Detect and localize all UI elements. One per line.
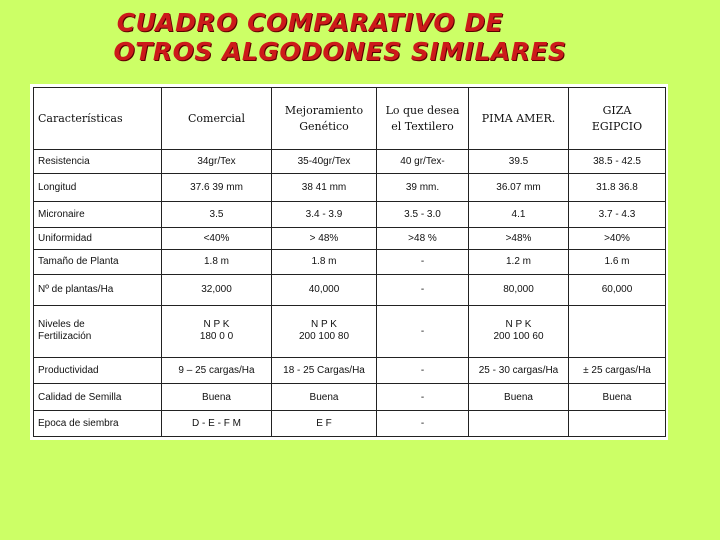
cell-caracteristica: Tamaño de Planta xyxy=(34,249,162,274)
table-row xyxy=(34,150,666,174)
cell-comercial: 32,000 xyxy=(162,275,272,306)
cell-mejoramiento: 3.4 - 3.9 xyxy=(272,201,377,227)
cell-textilero: - xyxy=(377,384,469,410)
cell-line: 200 100 60 xyxy=(493,331,544,343)
cell-textilero: - xyxy=(377,275,469,306)
cell-comercial xyxy=(162,305,272,358)
cell-pima xyxy=(469,410,569,436)
cell-textilero: 39 mm. xyxy=(377,174,469,201)
cell-textilero: - xyxy=(377,358,469,384)
cell-giza xyxy=(569,410,666,436)
cell-mejoramiento: 18 - 25 Cargas/Ha xyxy=(272,358,377,384)
cell-caracteristica: Epoca de siembra xyxy=(34,410,162,436)
table-row xyxy=(34,384,666,410)
cell-pima: 1.2 m xyxy=(469,249,569,274)
table-row xyxy=(34,358,666,384)
cell-line: 180 0 0 xyxy=(199,331,234,343)
cell-comercial: Buena xyxy=(162,384,272,410)
cell-caracteristica: Productividad xyxy=(34,358,162,384)
cell-line: Niveles de xyxy=(38,319,85,331)
header-line: Características xyxy=(38,111,123,125)
cell-pima xyxy=(469,305,569,358)
cell-mejoramiento: E F xyxy=(272,410,377,436)
page-title xyxy=(0,8,720,66)
header-line: GIZA xyxy=(602,103,632,117)
header-caracteristica xyxy=(34,88,162,150)
header-comercial xyxy=(162,88,272,150)
cell-caracteristica xyxy=(34,305,162,358)
title-line-1: CUADRO COMPARATIVO DE xyxy=(116,8,504,37)
table-row xyxy=(34,305,666,358)
header-line: EGIPCIO xyxy=(591,119,643,133)
cell-line: N P K xyxy=(311,319,337,331)
cell-pima: 4.1 xyxy=(469,201,569,227)
cell-comercial: 37.6 39 mm xyxy=(162,174,272,201)
cell-line: N P K xyxy=(203,319,230,331)
table-row xyxy=(34,201,666,227)
cell-giza: 3.7 - 4.3 xyxy=(569,201,666,227)
cell-line: Fertilización xyxy=(38,331,92,343)
cell-pima: 80,000 xyxy=(469,275,569,306)
header-line: PIMA AMER. xyxy=(481,111,556,125)
header-line: el Textilero xyxy=(391,119,454,133)
cell-comercial: <40% xyxy=(162,228,272,250)
cell-giza: 60,000 xyxy=(569,275,666,306)
table-row xyxy=(34,410,666,436)
cell-giza: Buena xyxy=(569,384,666,410)
cell-mejoramiento: 1.8 m xyxy=(272,249,377,274)
header-mejoramiento xyxy=(272,88,377,150)
table-row xyxy=(34,249,666,274)
cell-mejoramiento xyxy=(272,305,377,358)
table-row xyxy=(34,228,666,250)
cell-comercial: 9 – 25 cargas/Ha xyxy=(162,358,272,384)
header-line: Mejoramiento xyxy=(284,103,364,117)
cell-mejoramiento: > 48% xyxy=(272,228,377,250)
header-pima xyxy=(469,88,569,150)
comparison-table xyxy=(33,87,666,437)
cell-pima: Buena xyxy=(469,384,569,410)
cell-giza: >40% xyxy=(569,228,666,250)
cell-textilero: 40 gr/Tex- xyxy=(377,150,469,174)
cell-giza: ± 25 cargas/Ha xyxy=(569,358,666,384)
cell-textilero: - xyxy=(377,249,469,274)
cell-textilero: - xyxy=(377,410,469,436)
header-line: Genético xyxy=(299,119,349,133)
cell-mejoramiento: Buena xyxy=(272,384,377,410)
cell-caracteristica: Resistencia xyxy=(34,150,162,174)
header-line: Comercial xyxy=(188,111,245,125)
cell-caracteristica: Uniformidad xyxy=(34,228,162,250)
cell-pima: 25 - 30 cargas/Ha xyxy=(469,358,569,384)
table-row xyxy=(34,174,666,201)
cell-line: 200 100 80 xyxy=(298,331,350,343)
header-textilero xyxy=(377,88,469,150)
comparison-sheet xyxy=(30,84,668,440)
header-giza xyxy=(569,88,666,150)
cell-mejoramiento: 40,000 xyxy=(272,275,377,306)
cell-giza: 31.8 36.8 xyxy=(569,174,666,201)
cell-pima: 36.07 mm xyxy=(469,174,569,201)
cell-giza: 1.6 m xyxy=(569,249,666,274)
cell-comercial: 3.5 xyxy=(162,201,272,227)
cell-giza: 38.5 - 42.5 xyxy=(569,150,666,174)
cell-giza xyxy=(569,305,666,358)
cell-textilero: - xyxy=(377,305,469,358)
table-header-row xyxy=(34,88,666,150)
cell-mejoramiento: 38 41 mm xyxy=(272,174,377,201)
cell-comercial: 34gr/Tex xyxy=(162,150,272,174)
cell-comercial: D - E - F M xyxy=(162,410,272,436)
table-row xyxy=(34,275,666,306)
cell-textilero: 3.5 - 3.0 xyxy=(377,201,469,227)
cell-mejoramiento: 35-40gr/Tex xyxy=(272,150,377,174)
cell-pima: 39.5 xyxy=(469,150,569,174)
title-line-2: OTROS ALGODONES SIMILARES xyxy=(113,37,567,66)
header-line: Lo que desea xyxy=(385,103,460,117)
cell-pima: >48% xyxy=(469,228,569,250)
cell-textilero: >48 % xyxy=(377,228,469,250)
cell-caracteristica: Calidad de Semilla xyxy=(34,384,162,410)
cell-caracteristica: Micronaire xyxy=(34,201,162,227)
cell-line: N P K xyxy=(505,319,532,331)
cell-comercial: 1.8 m xyxy=(162,249,272,274)
cell-caracteristica: Longitud xyxy=(34,174,162,201)
cell-caracteristica: Nº de plantas/Ha xyxy=(34,275,162,306)
